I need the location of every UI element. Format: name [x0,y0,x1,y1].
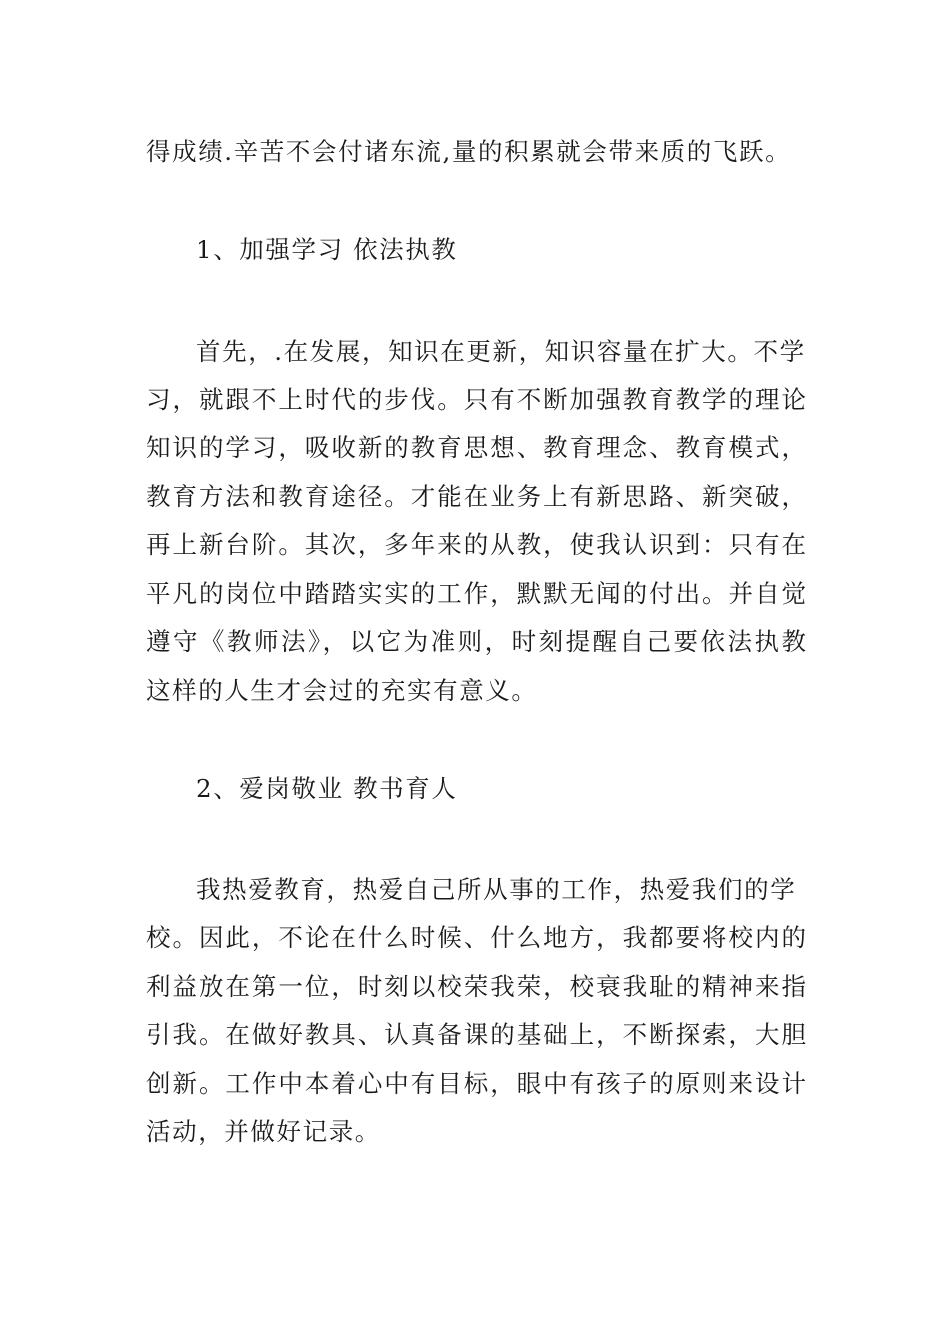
section-2-line-4: 引我。在做好教具、认真备课的基础上，不断探索，大胆 [146,1020,806,1049]
section-1-line-5: 再上新台阶。其次，多年来的从教，使我认识到：只有在 [146,530,806,559]
section-1-line-6: 平凡的岗位中踏踏实实的工作，默默无闻的付出。并自觉 [146,579,806,608]
section-2-heading: 2、爱岗敬业 教书育人 [196,774,458,803]
section-2-line-5: 创新。工作中本着心中有目标，眼中有孩子的原则来设计 [146,1069,806,1098]
section-1-line-4: 教育方法和教育途径。才能在业务上有新思路、新突破， [146,482,806,511]
section-2-line-3: 利益放在第一位，时刻以校荣我荣，校衰我耻的精神来指 [146,972,806,1001]
section-2-line-6: 活动，并做好记录。 [146,1117,381,1146]
section-1-line-8: 这样的人生才会过的充实有意义。 [146,676,538,705]
section-1-line-7: 遵守《教师法》，以它为准则，时刻提醒自己要依法执教 [146,627,806,656]
intro-line: 得成绩.辛苦不会付诸东流,量的积累就会带来质的飞跃。 [146,137,792,166]
section-2-line-2: 校。因此，不论在什么时候、什么地方，我都要将校内的 [146,923,806,952]
section-1-heading: 1、加强学习 依法执教 [196,235,458,264]
section-1-line-3: 知识的学习，吸收新的教育思想、教育理念、教育模式， [146,433,806,462]
section-1-line-2: 习，就跟不上时代的步伐。只有不断加强教育教学的理论 [146,385,806,414]
section-2-line-1: 我热爱教育，热爱自己所从事的工作，热爱我们的学 [196,875,797,904]
section-1-line-1: 首先，.在发展，知识在更新，知识容量在扩大。不学 [196,337,806,366]
